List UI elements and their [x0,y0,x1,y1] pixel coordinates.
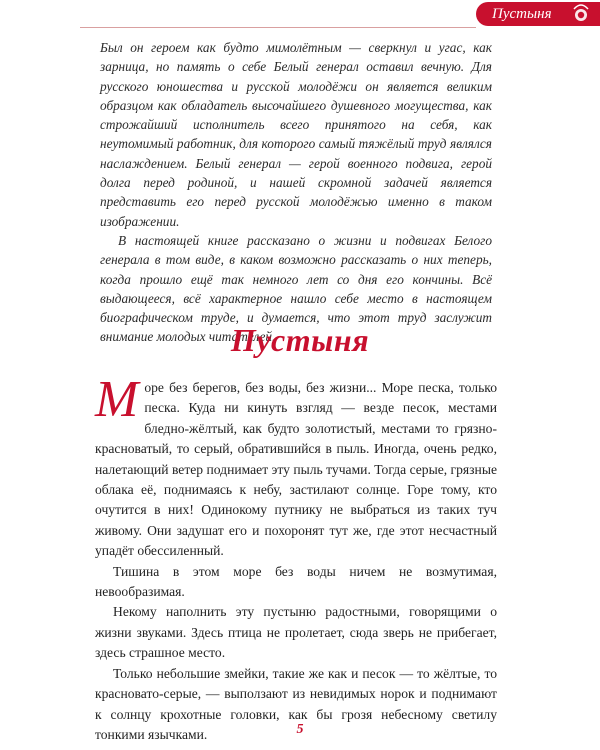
chapter-paragraph: Тишина в этом море без воды ничем не возмутимая, невообразимая. [95,563,497,600]
running-title: Пустыня [492,5,552,22]
intro-paragraph: Был он героем как будто мимолётным — сверкнул и угас, как зарница, но память о себе Белый генерал оставил вечную. Для русского юношества и русской молодёжи он является великим образцом как обладатель высочайшего душевного могущества, как строжайший исполнитель всего принятого на себя, как неутомимый работник, для которого самый тяжёлый труд являлся наслаждением. Белый генерал — герой военного подвига, герой долга перед родиной, и нашей скромной задачей является представить его перед русской молодёжью именно в таком изображении. [100,40,492,229]
chapter-body [95,371,497,745]
intro-paragraph: В настоящей книге рассказано о жизни и подвигах Белого генерала в том виде, в каком возможно рассказать о них теперь, когда прошло ещё так немного лет со дня его кончины. Всё выдающееся, всё характерное нашло себе место в настоящем биографическом труде, и думается, что этот труд заслужит внимание молодых читателей. [100,232,492,345]
chapter-paragraph: Только небольшие змейки, такие же как и песок — то жёлтые, то красновато-серые, — выползают из невидимых норок и поднимают к солнцу крохотные головки, как бы грозя небесному светилу тонкими язычками. [95,665,497,742]
chapter-title: Пустыня [230,322,370,358]
intro-section [100,38,492,347]
chapter-paragraph: Некому наполнить эту пустыню радостными, говорящими о жизни звуками. Здесь птица не пролетает, сюда зверь не прибегает, здесь страшное место. [95,604,497,661]
page-number: 5 [296,722,304,737]
drop-cap: М [95,371,139,428]
first-paragraph-text: оре без берегов, без воды, без жизни... Море песка, только песка. Куда ни кинуть взгляд — везде песок, местами бледно-жёлтый, как будто золотистый, местами то грязно-красноватый, то серый, обратившийся в пыль. Иногда, очень редко, налетающий ветер поднимает эту пыль тучами. Тогда серые, грязные облака её, поднимаясь к небу, застилают солнце. Горе тому, кто очутится в них! Одинокому путнику не выбраться из таких туч живому. Они задушат его и похоронят тут же, где этот несчастный упадёт обессиленный. [95,380,497,559]
header-rule [80,27,476,28]
flower-ornament-icon [570,3,592,23]
chapter-paragraph [95,371,497,562]
